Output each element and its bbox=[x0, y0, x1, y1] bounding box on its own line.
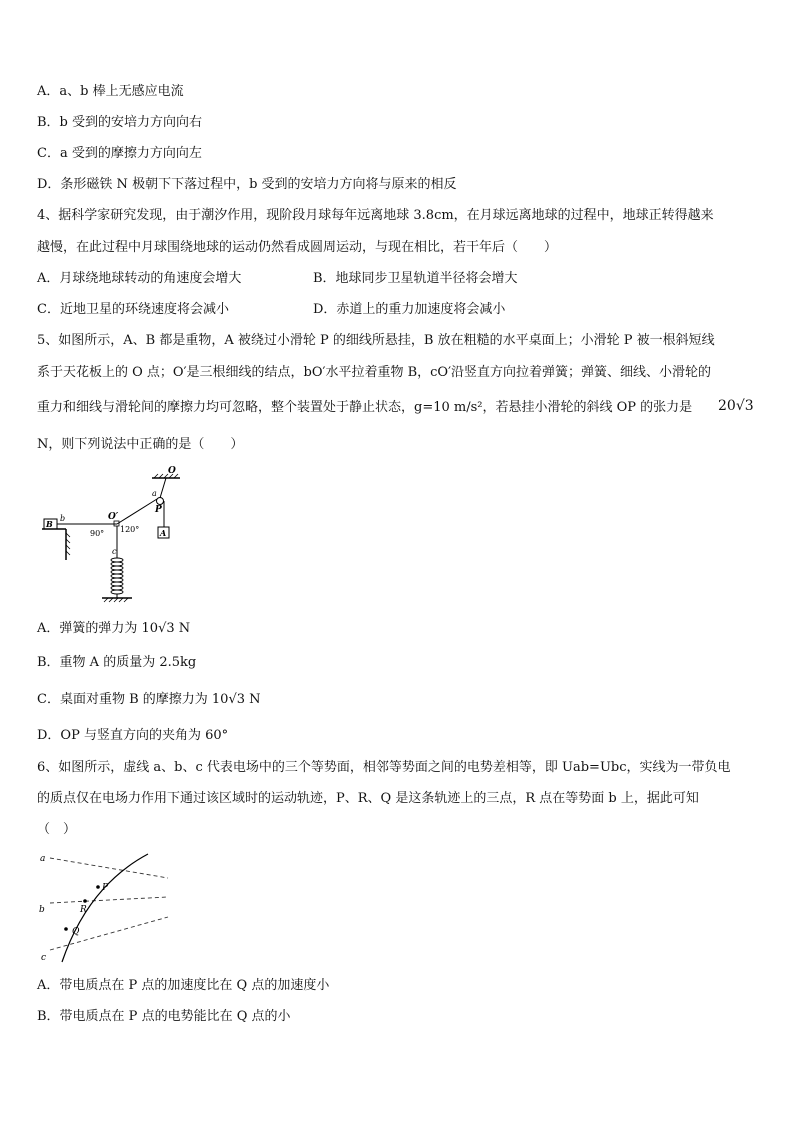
point-p bbox=[96, 885, 100, 889]
q3-option-b: B．b 受到的安培力方向向右 bbox=[37, 115, 203, 130]
label-b: b bbox=[60, 514, 66, 523]
q5-pulley-spring-figure bbox=[40, 465, 190, 605]
q5-tension-value: 20√3 bbox=[718, 398, 754, 414]
label-c: c bbox=[112, 547, 117, 556]
q6-stem-line1: 6、如图所示，虚线 a、b、c 代表电场中的三个等势面，相邻等势面之间的电势差相等，即 Uab=Ubc，实线为一带负电 bbox=[37, 760, 731, 775]
q3-option-a: A．a、b 棒上无感应电流 bbox=[37, 84, 184, 99]
q5-stem-line4: N，则下列说法中正确的是（ ） bbox=[37, 437, 244, 452]
equipotential-a bbox=[50, 858, 168, 878]
q4-option-d: D．赤道上的重力加速度将会减小 bbox=[313, 302, 506, 317]
q5-option-b: B．重物 A 的质量为 2.5kg bbox=[37, 655, 197, 670]
q6-option-a: A．带电质点在 P 点的加速度比在 Q 点的加速度小 bbox=[37, 978, 330, 993]
spring bbox=[111, 558, 123, 594]
point-q bbox=[64, 927, 68, 931]
label-b: b bbox=[39, 905, 45, 915]
q6-stem-line3: （ ） bbox=[37, 822, 77, 837]
q5-option-c: C．桌面对重物 B 的摩擦力为 10√3 N bbox=[37, 692, 261, 707]
label-a: a bbox=[40, 854, 46, 864]
q5-stem-line2: 系于天花板上的 O 点；O′是三根细线的结点，bO′水平拉着重物 B，cO′沿竖直方向拉着弹簧；弹簧、细线、小滑轮的 bbox=[37, 365, 712, 380]
label-o-prime: O′ bbox=[108, 512, 119, 522]
q4-stem-line1: 4、据科学家研究发现，由于潮汐作用，现阶段月球每年远离地球 3.8cm，在月球远离地球的过程中，地球正转得越来 bbox=[37, 208, 714, 223]
line-op bbox=[160, 478, 166, 498]
q4-option-c: C．近地卫星的环绕速度将会减小 bbox=[37, 302, 229, 317]
q3-option-c: C．a 受到的摩擦力方向向左 bbox=[37, 146, 202, 161]
q5-option-a: A．弹簧的弹力为 10√3 N bbox=[37, 621, 191, 636]
label-angle-120: 120° bbox=[120, 525, 140, 534]
label-p: P bbox=[102, 883, 109, 893]
q4-option-a: A．月球绕地球转动的角速度会增大 bbox=[37, 271, 242, 286]
label-o: O bbox=[168, 466, 176, 476]
label-angle-90: 90° bbox=[90, 529, 105, 538]
q6-stem-line2: 的质点仅在电场力作用下通过该区域时的运动轨迹，P、R、Q 是这条轨迹上的三点，R 点在等势面 b 上，据此可知 bbox=[37, 791, 699, 806]
q5-stem-line3: 重力和细线与滑轮间的摩擦力均可忽略，整个装置处于静止状态，g=10 m/s²，若悬挂小滑轮的斜线 OP 的张力是 bbox=[37, 400, 693, 415]
label-p: P bbox=[155, 505, 162, 515]
q5-option-d: D．OP 与竖直方向的夹角为 60° bbox=[37, 728, 229, 743]
trajectory bbox=[62, 854, 148, 962]
q6-option-b: B．带电质点在 P 点的电势能比在 Q 点的小 bbox=[37, 1009, 291, 1024]
label-q: Q bbox=[72, 927, 80, 937]
equipotential-c bbox=[50, 917, 168, 950]
q6-equipotential-figure bbox=[36, 846, 176, 964]
q4-stem-line2: 越慢，在此过程中月球围绕地球的运动仍然看成圆周运动，与现在相比，若干年后（ ） bbox=[37, 240, 558, 255]
label-r: R bbox=[80, 905, 87, 915]
label-c: c bbox=[41, 953, 47, 963]
q3-option-d: D．条形磁铁 N 极朝下下落过程中，b 受到的安培力方向将与原来的相反 bbox=[37, 177, 457, 192]
rope-p-to-knot bbox=[117, 499, 157, 524]
label-a: a bbox=[152, 489, 157, 498]
equipotential-b bbox=[50, 897, 168, 903]
label-weight-b: B bbox=[46, 519, 53, 529]
label-weight-a: A bbox=[160, 528, 167, 538]
point-r bbox=[83, 899, 87, 903]
q5-stem-line1: 5、如图所示，A、B 都是重物，A 被绕过小滑轮 P 的细线所悬挂，B 放在粗糙的水平桌面上；小滑轮 P 被一根斜短线 bbox=[37, 333, 715, 348]
pulley-p bbox=[157, 498, 164, 505]
q4-option-b: B．地球同步卫星轨道半径将会增大 bbox=[313, 271, 518, 286]
